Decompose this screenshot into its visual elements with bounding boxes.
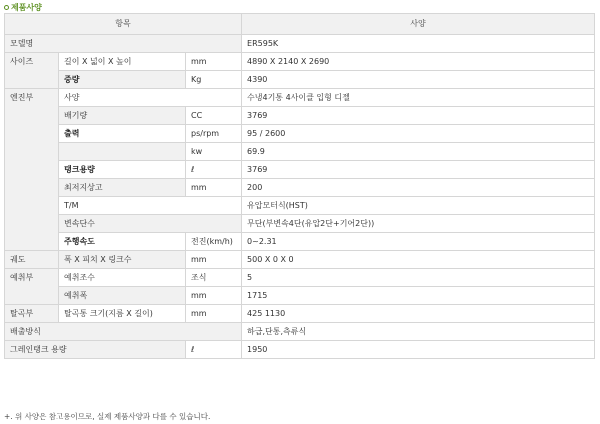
row-label: T/M (59, 197, 242, 215)
row-value: 3769 (242, 107, 595, 125)
table-row (5, 233, 595, 251)
row-label: 출력 (59, 125, 186, 143)
row-value: 0~2.31 (242, 233, 595, 251)
bullet-circle-icon (4, 5, 9, 10)
row-value: 5 (242, 269, 595, 287)
table-row (5, 35, 595, 53)
row-unit: ℓ (186, 161, 242, 179)
row-value: 4890 X 2140 X 2690 (242, 53, 595, 71)
row-unit: mm (186, 305, 242, 323)
row-category: 탈곡부 (5, 305, 59, 323)
table-header-row (5, 14, 595, 35)
table-row (5, 71, 595, 89)
row-value: 4390 (242, 71, 595, 89)
table-row (5, 287, 595, 305)
row-value: ER595K (242, 35, 595, 53)
table-row (5, 323, 595, 341)
table-row (5, 269, 595, 287)
row-label: 최저지상고 (59, 179, 186, 197)
row-label: 사양 (59, 89, 242, 107)
table-row (5, 125, 595, 143)
row-category: 사이즈 (5, 53, 59, 89)
table-row (5, 53, 595, 71)
section-title-text: 제품사양 (11, 2, 42, 12)
footnote: +. 위 사양은 참고용이므로, 실제 제품사양과 다를 수 있습니다. (4, 412, 211, 421)
row-value: 425 1130 (242, 305, 595, 323)
row-label-empty (59, 143, 186, 161)
row-label: 탱크용량 (59, 161, 186, 179)
header-item: 항목 (5, 14, 242, 35)
row-unit: mm (186, 251, 242, 269)
row-category: 모델명 (5, 35, 242, 53)
row-value: 69.9 (242, 143, 595, 161)
spec-table (4, 13, 595, 359)
row-label: 폭 X 피치 X 링크수 (59, 251, 186, 269)
row-label: 길이 X 넓이 X 높이 (59, 53, 186, 71)
table-row (5, 89, 595, 107)
row-value: 1715 (242, 287, 595, 305)
row-unit: ps/rpm (186, 125, 242, 143)
row-label: 탈곡통 크기(지름 X 길이) (59, 305, 186, 323)
row-value: 1950 (242, 341, 595, 359)
table-row (5, 143, 595, 161)
row-label: 배기량 (59, 107, 186, 125)
table-row (5, 179, 595, 197)
row-unit: 전진(km/h) (186, 233, 242, 251)
row-category: 배출방식 (5, 323, 242, 341)
table-row (5, 161, 595, 179)
row-unit: mm (186, 287, 242, 305)
row-value: 무단(부변속4단(유압2단+기어2단)) (242, 215, 595, 233)
row-value: 3769 (242, 161, 595, 179)
row-label: 주행속도 (59, 233, 186, 251)
row-category: 그레인탱크 용량 (5, 341, 186, 359)
row-category: 엔진부 (5, 89, 59, 251)
row-unit: Kg (186, 71, 242, 89)
table-row (5, 305, 595, 323)
row-unit: mm (186, 53, 242, 71)
section-title (4, 1, 42, 13)
row-category: 궤도 (5, 251, 59, 269)
row-unit: kw (186, 143, 242, 161)
table-row (5, 197, 595, 215)
row-value: 수냉4기통 4사이클 입형 디젤 (242, 89, 595, 107)
row-label: 중량 (59, 71, 186, 89)
table-row (5, 341, 595, 359)
table-row (5, 215, 595, 233)
row-unit: CC (186, 107, 242, 125)
row-unit: mm (186, 179, 242, 197)
row-category: 예취부 (5, 269, 59, 305)
row-value: 하급,단통,측류식 (242, 323, 595, 341)
row-unit: 조식 (186, 269, 242, 287)
header-spec: 사양 (242, 14, 595, 35)
table-row (5, 107, 595, 125)
row-label: 예취폭 (59, 287, 186, 305)
row-value: 500 X 0 X 0 (242, 251, 595, 269)
row-value: 유압모터식(HST) (242, 197, 595, 215)
row-value: 200 (242, 179, 595, 197)
table-row (5, 251, 595, 269)
row-value: 95 / 2600 (242, 125, 595, 143)
row-label: 예취조수 (59, 269, 186, 287)
row-label: 변속단수 (59, 215, 242, 233)
row-unit: ℓ (186, 341, 242, 359)
